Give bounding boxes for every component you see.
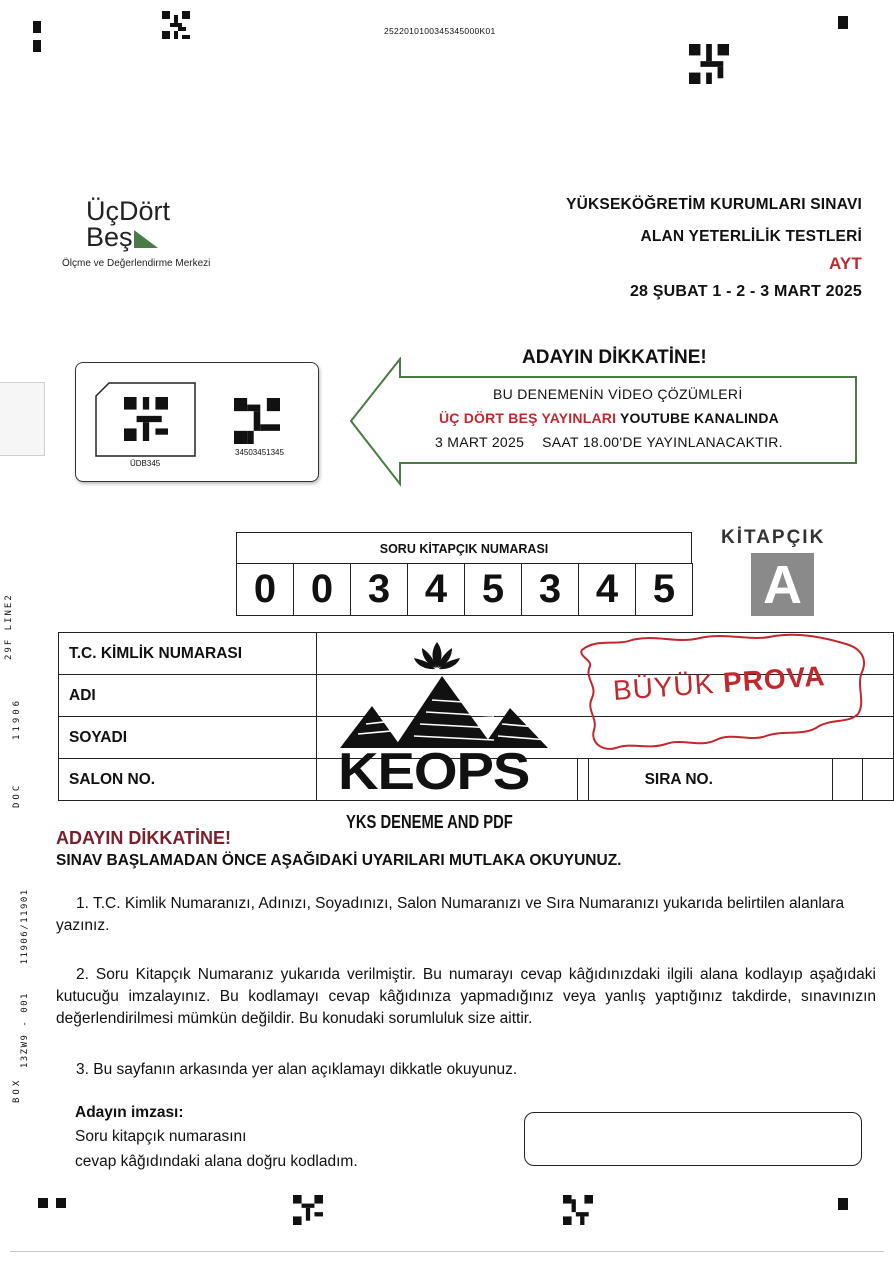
side-label <box>10 888 30 1082</box>
booklet-digit: 4 <box>579 564 636 615</box>
logo-triangle-icon <box>134 228 158 248</box>
logo-subtitle: Ölçme ve Değerlendirme Merkezi <box>62 258 211 269</box>
signature-line-2: cevap kâğıdındaki alana doğru kodladım. <box>75 1153 358 1170</box>
booklet-digit: 0 <box>294 564 351 615</box>
notice-channel: YOUTUBE KANALINDA <box>616 410 779 426</box>
seat-label: SIRA NO. <box>588 759 832 801</box>
notice-date: 3 MART 2025 <box>435 434 525 450</box>
seat-field[interactable] <box>832 759 862 801</box>
registration-mark <box>33 21 41 33</box>
booklet-type-label: KİTAPÇIK <box>721 527 826 548</box>
id-code-right: 34503451345 <box>235 448 284 457</box>
exam-subtitle: ALAN YETERLİLİK TESTLERİ <box>640 228 862 245</box>
side-label-line: DOC <box>12 782 22 808</box>
salon-label: SALON NO. <box>59 759 317 801</box>
qr-code-icon <box>689 44 729 84</box>
side-label-line: 13ZW9 - 001 11906/11901 <box>20 888 30 1069</box>
side-label <box>12 783 22 808</box>
exam-code: AYT <box>828 254 862 273</box>
booklet-number-header <box>236 532 692 564</box>
qr-code-icon <box>124 397 168 441</box>
prova-word-one: BÜYÜK <box>612 667 725 706</box>
surname-label: SOYADI <box>59 717 317 759</box>
keops-subtitle: YKS DENEME AND PDF <box>346 812 513 832</box>
margin-tab <box>0 382 45 456</box>
barcode-text: 2522010100345345000K01 <box>384 26 496 36</box>
registration-mark <box>56 1198 66 1208</box>
logo-line2: Beş <box>86 222 133 252</box>
name-label: ADI <box>59 675 317 717</box>
side-label-line: BOX <box>12 1077 22 1103</box>
booklet-digit: 5 <box>465 564 522 615</box>
notice-time: SAAT 18.00'DE YAYINLANACAKTIR. <box>542 434 783 450</box>
side-label-line: 29F LINE2 <box>4 593 14 660</box>
registration-mark <box>38 1198 48 1208</box>
bottom-edge-line <box>10 1251 884 1252</box>
booklet-type-box <box>751 553 814 616</box>
booklet-digit: 3 <box>351 564 408 615</box>
registration-mark <box>838 16 848 29</box>
lotus-icon <box>412 640 462 672</box>
instruction-item-2: 2. Soru Kitapçık Numaranız yukarıda verilmiştir. Bu numarayı cevap kâğıdınızdaki ilgili alana kodlayıp aşağıdaki kutucuğu imzalayınız. Bu kodlamayı cevap kâğıdınıza yapmadığınız veya yanlış yaptığınız takdirde, sınavınızın değerlendirilmesi mümkün değildir. Bu konudaki sorumluluk size aittir. <box>56 966 876 1027</box>
booklet-digit: 3 <box>522 564 579 615</box>
signature-box[interactable] <box>524 1112 862 1166</box>
side-label <box>12 698 22 740</box>
pyramids-icon <box>336 674 552 750</box>
booklet-number-label: SORU KİTAPÇIK NUMARASI <box>379 541 549 556</box>
logo-line1: ÜçDört <box>86 196 171 226</box>
booklet-digit: 5 <box>652 567 676 611</box>
side-label <box>4 593 14 660</box>
booklet-number-digits <box>236 563 693 616</box>
salon-field-cell[interactable] <box>577 759 588 801</box>
notice-line1: BU DENEMENİN VİDEO ÇÖZÜMLERİ <box>493 386 743 402</box>
tc-label: T.C. KİMLİK NUMARASI <box>59 633 317 675</box>
instruction-item-1: 1. T.C. Kimlik Numaranızı, Adınızı, Soyadınızı, Salon Numaranızı ve Sıra Numaranızı yukarıda belirtilen alanlara yazınız. <box>56 895 845 934</box>
side-label <box>12 1078 22 1103</box>
qr-code-icon <box>563 1195 593 1225</box>
booklet-digit: 4 <box>408 564 465 615</box>
prova-word-two: PROVA <box>721 660 827 699</box>
booklet-digit: 0 <box>237 564 294 615</box>
booklet-type-letter: A <box>763 554 802 615</box>
exam-title: YÜKSEKÖĞRETİM KURUMLARI SINAVI <box>566 196 862 213</box>
instruction-item-3: 3. Bu sayfanın arkasında yer alan açıklamayı dikkatle okuyunuz. <box>76 1061 518 1078</box>
keops-logo-text: KEOPS <box>338 743 530 801</box>
qr-code-icon <box>293 1195 323 1225</box>
notice-line3 <box>435 434 783 450</box>
registration-mark <box>838 1198 848 1210</box>
registration-mark <box>33 40 41 52</box>
notice-title: ADAYIN DİKKATİNE! <box>522 347 707 368</box>
instructions-subtitle: SINAV BAŞLAMADAN ÖNCE AŞAĞIDAKİ UYARILARI MUTLAKA OKUYUNUZ. <box>56 852 622 869</box>
instructions-title: ADAYIN DİKKATİNE! <box>56 828 232 848</box>
notice-publisher: ÜÇ DÖRT BEŞ YAYINLARI <box>439 410 617 426</box>
side-label-line: 11906 <box>12 697 22 740</box>
signature-line-1: Soru kitapçık numarasını <box>75 1128 247 1145</box>
seat-field[interactable] <box>863 759 894 801</box>
qr-code-icon <box>162 11 190 39</box>
id-code-left: ÜDB345 <box>130 459 161 468</box>
signature-title: Adayın imzası: <box>75 1104 184 1121</box>
exam-date: 28 ŞUBAT 1 - 2 - 3 MART 2025 <box>629 283 862 300</box>
notice-line2 <box>439 410 779 426</box>
qr-code-icon <box>234 398 280 444</box>
